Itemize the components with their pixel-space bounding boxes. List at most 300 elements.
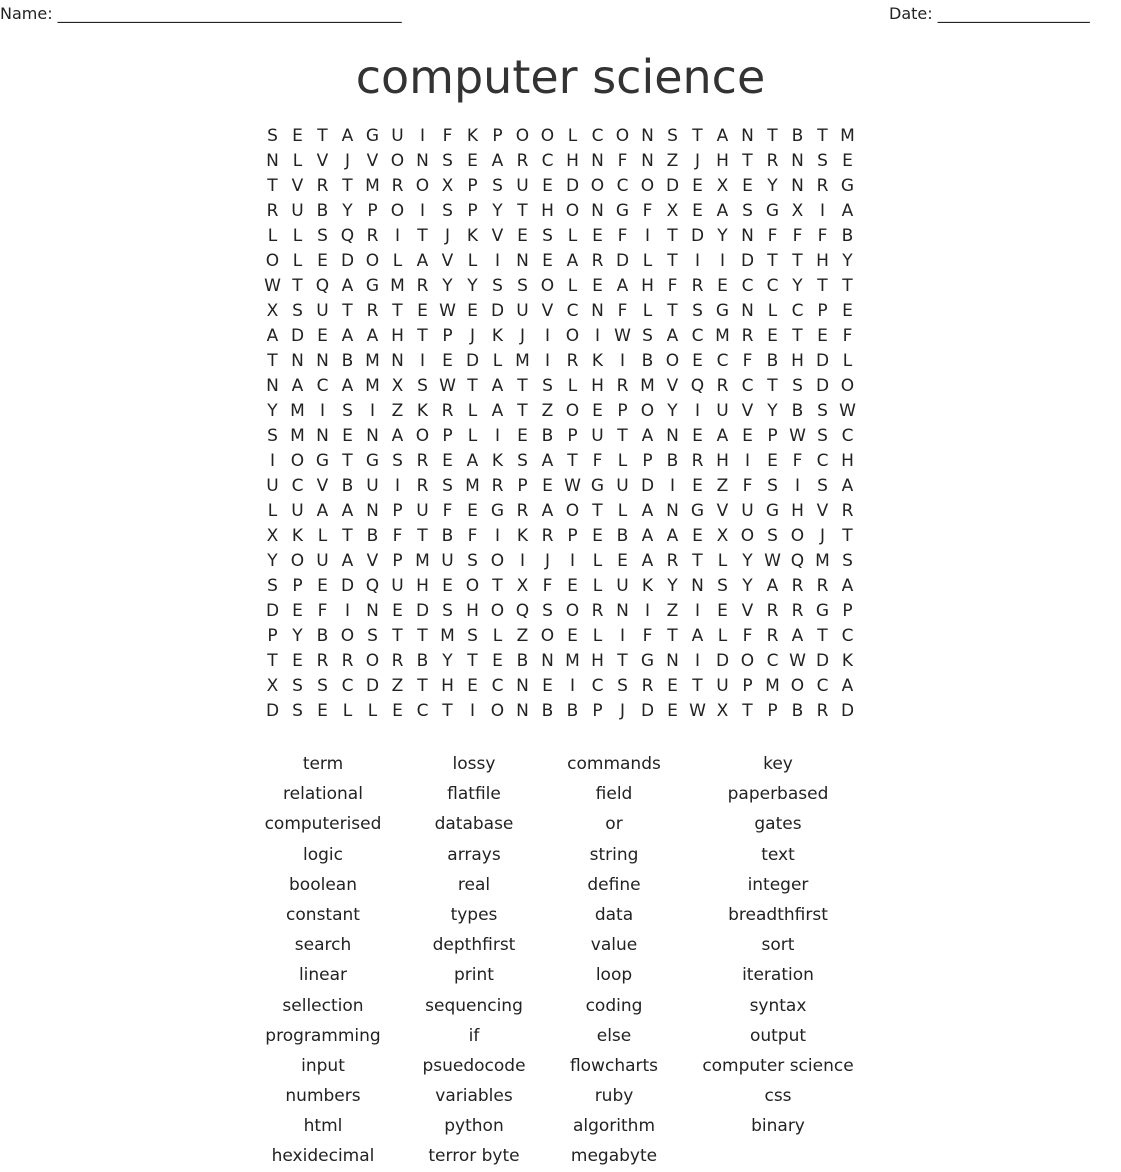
grid-letter[interactable]: D <box>565 176 580 196</box>
grid-letter[interactable]: N <box>516 251 529 271</box>
grid-letter[interactable]: N <box>741 301 754 321</box>
grid-letter[interactable]: A <box>491 151 504 171</box>
grid-letter[interactable]: T <box>342 451 353 471</box>
grid-letter[interactable]: Z <box>666 601 679 621</box>
grid-letter[interactable]: G <box>765 501 780 521</box>
grid-letter[interactable]: T <box>567 451 578 471</box>
grid-letter[interactable]: Y <box>667 576 678 596</box>
grid-letter[interactable]: R <box>691 451 704 471</box>
grid-letter[interactable]: L <box>567 376 578 396</box>
grid-letter[interactable]: E <box>317 576 328 596</box>
grid-letter[interactable]: R <box>391 176 404 196</box>
grid-letter[interactable]: I <box>619 351 625 371</box>
grid-letter[interactable]: R <box>416 276 429 296</box>
grid-letter[interactable]: R <box>741 326 754 346</box>
grid-letter[interactable]: H <box>791 501 804 521</box>
grid-letter[interactable]: E <box>767 451 778 471</box>
grid-letter[interactable]: Y <box>292 626 303 646</box>
grid-letter[interactable]: E <box>317 251 328 271</box>
grid-letter[interactable]: A <box>641 551 654 571</box>
grid-letter[interactable]: K <box>641 576 654 596</box>
grid-letter[interactable]: H <box>816 251 829 271</box>
grid-letter[interactable]: J <box>519 326 525 346</box>
grid-letter[interactable]: A <box>266 326 279 346</box>
grid-letter[interactable]: O <box>565 401 580 421</box>
grid-letter[interactable]: I <box>744 451 750 471</box>
grid-letter[interactable]: O <box>790 676 805 696</box>
grid-letter[interactable]: L <box>492 351 503 371</box>
grid-letter[interactable]: O <box>615 126 630 146</box>
grid-letter[interactable]: P <box>617 401 628 421</box>
grid-letter[interactable]: T <box>492 576 503 596</box>
grid-letter[interactable]: A <box>466 451 479 471</box>
grid-letter[interactable]: V <box>666 376 679 396</box>
grid-letter[interactable]: E <box>592 401 603 421</box>
grid-letter[interactable]: S <box>442 201 453 221</box>
grid-letter[interactable]: H <box>641 276 654 296</box>
grid-letter[interactable]: Z <box>666 151 679 171</box>
grid-letter[interactable]: G <box>365 451 380 471</box>
grid-letter[interactable]: B <box>341 351 354 371</box>
grid-letter[interactable]: D <box>640 476 655 496</box>
grid-letter[interactable]: S <box>292 301 303 321</box>
grid-letter[interactable]: F <box>467 526 478 546</box>
grid-letter[interactable]: R <box>491 476 504 496</box>
grid-letter[interactable]: E <box>692 476 703 496</box>
grid-letter[interactable]: S <box>442 151 453 171</box>
grid-letter[interactable]: E <box>317 326 328 346</box>
grid-letter[interactable]: F <box>442 501 453 521</box>
grid-letter[interactable]: K <box>516 526 529 546</box>
grid-letter[interactable]: T <box>617 651 628 671</box>
grid-letter[interactable]: B <box>841 226 854 246</box>
grid-letter[interactable]: T <box>767 251 778 271</box>
grid-letter[interactable]: E <box>292 601 303 621</box>
grid-letter[interactable]: S <box>292 701 303 721</box>
grid-letter[interactable]: F <box>742 351 753 371</box>
grid-letter[interactable]: N <box>791 151 804 171</box>
grid-letter[interactable]: J <box>619 701 625 721</box>
grid-letter[interactable]: O <box>740 651 755 671</box>
grid-letter[interactable]: S <box>642 326 653 346</box>
grid-letter[interactable]: O <box>490 601 505 621</box>
grid-letter[interactable]: X <box>716 176 729 196</box>
grid-letter[interactable]: O <box>465 576 480 596</box>
grid-letter[interactable]: U <box>741 501 754 521</box>
grid-letter[interactable]: N <box>666 426 679 446</box>
grid-letter[interactable]: U <box>516 301 529 321</box>
grid-letter[interactable]: E <box>692 201 703 221</box>
grid-letter[interactable]: T <box>817 276 828 296</box>
grid-letter[interactable]: A <box>316 501 329 521</box>
grid-letter[interactable]: T <box>342 301 353 321</box>
grid-letter[interactable]: N <box>366 601 379 621</box>
grid-letter[interactable]: D <box>815 351 830 371</box>
grid-letter[interactable]: L <box>567 226 578 246</box>
grid-letter[interactable]: S <box>467 626 478 646</box>
grid-letter[interactable]: Y <box>742 576 753 596</box>
grid-letter[interactable]: S <box>342 401 353 421</box>
grid-letter[interactable]: N <box>641 126 654 146</box>
grid-letter[interactable]: V <box>741 601 754 621</box>
grid-letter[interactable]: W <box>439 376 456 396</box>
grid-letter[interactable]: V <box>366 551 379 571</box>
grid-letter[interactable]: T <box>792 326 803 346</box>
grid-letter[interactable]: D <box>365 676 380 696</box>
grid-letter[interactable]: Q <box>365 576 380 596</box>
grid-letter[interactable]: M <box>465 476 480 496</box>
grid-letter[interactable]: T <box>817 626 828 646</box>
grid-letter[interactable]: T <box>267 351 278 371</box>
grid-letter[interactable]: L <box>267 226 278 246</box>
grid-letter[interactable]: T <box>517 376 528 396</box>
grid-letter[interactable]: L <box>617 501 628 521</box>
grid-letter[interactable]: U <box>441 551 454 571</box>
grid-letter[interactable]: I <box>419 126 425 146</box>
grid-letter[interactable]: U <box>291 501 304 521</box>
grid-letter[interactable]: A <box>716 426 729 446</box>
grid-letter[interactable]: T <box>692 676 703 696</box>
grid-letter[interactable]: C <box>616 176 629 196</box>
grid-letter[interactable]: I <box>494 251 500 271</box>
grid-letter[interactable]: V <box>316 476 329 496</box>
grid-letter[interactable]: Z <box>391 676 404 696</box>
grid-letter[interactable]: X <box>716 526 729 546</box>
grid-letter[interactable]: P <box>767 701 778 721</box>
grid-letter[interactable]: Y <box>767 176 778 196</box>
grid-letter[interactable]: E <box>292 651 303 671</box>
grid-letter[interactable]: I <box>669 476 675 496</box>
grid-letter[interactable]: Y <box>717 226 728 246</box>
grid-letter[interactable]: E <box>442 576 453 596</box>
grid-letter[interactable]: S <box>267 426 278 446</box>
grid-letter[interactable]: N <box>291 351 304 371</box>
grid-letter[interactable]: U <box>391 576 404 596</box>
grid-letter[interactable]: T <box>842 526 853 546</box>
grid-letter[interactable]: N <box>316 351 329 371</box>
grid-letter[interactable]: U <box>391 126 404 146</box>
grid-letter[interactable]: D <box>265 701 280 721</box>
grid-letter[interactable]: A <box>391 426 404 446</box>
grid-letter[interactable]: O <box>490 551 505 571</box>
grid-letter[interactable]: H <box>416 576 429 596</box>
grid-letter[interactable]: O <box>565 501 580 521</box>
grid-letter[interactable]: L <box>292 151 303 171</box>
grid-letter[interactable]: S <box>442 601 453 621</box>
grid-letter[interactable]: S <box>492 176 503 196</box>
grid-letter[interactable]: J <box>444 226 450 246</box>
grid-letter[interactable]: E <box>342 426 353 446</box>
grid-letter[interactable]: R <box>366 301 379 321</box>
grid-letter[interactable]: F <box>667 276 678 296</box>
grid-letter[interactable]: F <box>617 226 628 246</box>
grid-letter[interactable]: E <box>592 526 603 546</box>
grid-letter[interactable]: Y <box>667 401 678 421</box>
date-field[interactable]: Date: ___________________ <box>889 4 1090 23</box>
grid-letter[interactable]: Y <box>467 276 478 296</box>
grid-letter[interactable]: M <box>290 401 305 421</box>
grid-letter[interactable]: C <box>841 426 854 446</box>
grid-letter[interactable]: S <box>692 301 703 321</box>
grid-letter[interactable]: E <box>542 176 553 196</box>
grid-letter[interactable]: R <box>416 451 429 471</box>
grid-letter[interactable]: F <box>842 326 853 346</box>
grid-letter[interactable]: O <box>515 126 530 146</box>
grid-letter[interactable]: N <box>516 701 529 721</box>
grid-letter[interactable]: S <box>717 576 728 596</box>
grid-letter[interactable]: L <box>567 276 578 296</box>
grid-letter[interactable]: E <box>592 226 603 246</box>
grid-letter[interactable]: S <box>542 226 553 246</box>
grid-letter[interactable]: A <box>766 576 779 596</box>
grid-letter[interactable]: A <box>666 526 679 546</box>
grid-letter[interactable]: F <box>742 476 753 496</box>
grid-letter[interactable]: H <box>591 376 604 396</box>
grid-letter[interactable]: A <box>566 251 579 271</box>
grid-letter[interactable]: E <box>517 426 528 446</box>
grid-letter[interactable]: T <box>817 126 828 146</box>
grid-letter[interactable]: I <box>344 601 350 621</box>
grid-letter[interactable]: O <box>290 551 305 571</box>
grid-letter[interactable]: I <box>819 201 825 221</box>
grid-letter[interactable]: S <box>392 451 403 471</box>
grid-letter[interactable]: I <box>544 351 550 371</box>
grid-letter[interactable]: L <box>617 451 628 471</box>
grid-letter[interactable]: P <box>467 176 478 196</box>
grid-letter[interactable]: H <box>391 326 404 346</box>
grid-letter[interactable]: I <box>644 601 650 621</box>
grid-letter[interactable]: W <box>264 276 281 296</box>
grid-letter[interactable]: M <box>765 676 780 696</box>
grid-letter[interactable]: S <box>817 426 828 446</box>
grid-letter[interactable]: E <box>692 176 703 196</box>
grid-letter[interactable]: V <box>366 151 379 171</box>
grid-letter[interactable]: D <box>740 251 755 271</box>
grid-letter[interactable]: D <box>340 251 355 271</box>
grid-letter[interactable]: D <box>465 351 480 371</box>
grid-letter[interactable]: A <box>541 501 554 521</box>
grid-letter[interactable]: U <box>316 301 329 321</box>
grid-letter[interactable]: L <box>467 401 478 421</box>
grid-letter[interactable]: C <box>541 151 554 171</box>
grid-letter[interactable]: E <box>767 326 778 346</box>
grid-letter[interactable]: I <box>494 426 500 446</box>
grid-letter[interactable]: N <box>591 201 604 221</box>
grid-letter[interactable]: A <box>341 376 354 396</box>
grid-letter[interactable]: K <box>591 351 604 371</box>
grid-letter[interactable]: P <box>392 501 403 521</box>
grid-letter[interactable]: F <box>642 626 653 646</box>
grid-letter[interactable]: C <box>791 301 804 321</box>
grid-letter[interactable]: N <box>266 151 279 171</box>
grid-letter[interactable]: E <box>742 426 753 446</box>
grid-letter[interactable]: D <box>815 651 830 671</box>
grid-letter[interactable]: T <box>267 651 278 671</box>
grid-letter[interactable]: I <box>794 476 800 496</box>
grid-letter[interactable]: R <box>391 651 404 671</box>
grid-letter[interactable]: I <box>594 326 600 346</box>
grid-letter[interactable]: E <box>667 676 678 696</box>
grid-letter[interactable]: K <box>491 451 504 471</box>
grid-letter[interactable]: O <box>365 651 380 671</box>
grid-letter[interactable]: P <box>467 201 478 221</box>
grid-letter[interactable]: L <box>342 701 353 721</box>
grid-letter[interactable]: V <box>741 401 754 421</box>
grid-letter[interactable]: T <box>517 401 528 421</box>
grid-letter[interactable]: A <box>341 551 354 571</box>
grid-letter[interactable]: I <box>694 251 700 271</box>
grid-letter[interactable]: T <box>792 251 803 271</box>
grid-letter[interactable]: E <box>817 326 828 346</box>
grid-letter[interactable]: F <box>742 626 753 646</box>
grid-letter[interactable]: C <box>291 476 304 496</box>
grid-letter[interactable]: L <box>717 551 728 571</box>
grid-letter[interactable]: P <box>442 326 453 346</box>
grid-letter[interactable]: S <box>292 676 303 696</box>
grid-letter[interactable]: F <box>592 451 603 471</box>
grid-letter[interactable]: M <box>415 551 430 571</box>
grid-letter[interactable]: S <box>767 526 778 546</box>
grid-letter[interactable]: N <box>366 501 379 521</box>
grid-letter[interactable]: T <box>742 151 753 171</box>
grid-letter[interactable]: R <box>791 601 804 621</box>
grid-letter[interactable]: S <box>542 376 553 396</box>
grid-letter[interactable]: Z <box>716 476 729 496</box>
grid-letter[interactable]: S <box>842 551 853 571</box>
grid-letter[interactable]: S <box>267 576 278 596</box>
grid-letter[interactable]: R <box>591 601 604 621</box>
grid-letter[interactable]: I <box>419 201 425 221</box>
grid-letter[interactable]: V <box>291 176 304 196</box>
grid-letter[interactable]: U <box>716 401 729 421</box>
grid-letter[interactable]: T <box>417 526 428 546</box>
grid-letter[interactable]: K <box>491 326 504 346</box>
grid-letter[interactable]: T <box>667 226 678 246</box>
grid-letter[interactable]: U <box>291 201 304 221</box>
grid-letter[interactable]: B <box>616 526 629 546</box>
grid-letter[interactable]: K <box>291 526 304 546</box>
grid-letter[interactable]: L <box>592 576 603 596</box>
grid-letter[interactable]: V <box>816 501 829 521</box>
grid-letter[interactable]: E <box>542 676 553 696</box>
grid-letter[interactable]: T <box>617 426 628 446</box>
grid-letter[interactable]: O <box>390 201 405 221</box>
grid-letter[interactable]: W <box>839 401 856 421</box>
grid-letter[interactable]: O <box>290 451 305 471</box>
grid-letter[interactable]: A <box>641 526 654 546</box>
grid-letter[interactable]: C <box>416 701 429 721</box>
grid-letter[interactable]: P <box>517 476 528 496</box>
grid-letter[interactable]: G <box>690 501 705 521</box>
grid-letter[interactable]: O <box>365 251 380 271</box>
grid-letter[interactable]: N <box>391 351 404 371</box>
grid-letter[interactable]: T <box>342 176 353 196</box>
grid-letter[interactable]: E <box>842 151 853 171</box>
grid-letter[interactable]: J <box>694 151 700 171</box>
grid-letter[interactable]: R <box>766 626 779 646</box>
grid-letter[interactable]: T <box>692 551 703 571</box>
grid-letter[interactable]: S <box>492 276 503 296</box>
grid-letter[interactable]: E <box>417 301 428 321</box>
grid-letter[interactable]: P <box>767 426 778 446</box>
grid-letter[interactable]: O <box>415 426 430 446</box>
grid-letter[interactable]: T <box>667 251 678 271</box>
grid-letter[interactable]: R <box>691 276 704 296</box>
grid-letter[interactable]: X <box>391 376 404 396</box>
grid-letter[interactable]: S <box>517 451 528 471</box>
grid-letter[interactable]: Q <box>790 551 805 571</box>
grid-letter[interactable]: I <box>369 401 375 421</box>
grid-letter[interactable]: T <box>517 201 528 221</box>
grid-letter[interactable]: G <box>365 276 380 296</box>
grid-letter[interactable]: S <box>517 276 528 296</box>
grid-letter[interactable]: T <box>417 326 428 346</box>
grid-letter[interactable]: E <box>667 701 678 721</box>
grid-letter[interactable]: H <box>591 651 604 671</box>
grid-letter[interactable]: D <box>490 301 505 321</box>
grid-letter[interactable]: K <box>466 226 479 246</box>
grid-letter[interactable]: G <box>590 476 605 496</box>
grid-letter[interactable]: Y <box>842 251 853 271</box>
grid-letter[interactable]: L <box>717 626 728 646</box>
grid-letter[interactable]: T <box>417 676 428 696</box>
grid-letter[interactable]: L <box>292 226 303 246</box>
grid-letter[interactable]: E <box>467 151 478 171</box>
grid-letter[interactable]: A <box>716 201 729 221</box>
grid-letter[interactable]: H <box>841 451 854 471</box>
grid-letter[interactable]: U <box>316 551 329 571</box>
grid-letter[interactable]: V <box>541 301 554 321</box>
grid-letter[interactable]: A <box>341 326 354 346</box>
grid-letter[interactable]: X <box>266 526 279 546</box>
grid-letter[interactable]: B <box>366 526 379 546</box>
grid-letter[interactable]: S <box>617 676 628 696</box>
grid-letter[interactable]: X <box>791 201 804 221</box>
grid-letter[interactable]: M <box>365 351 380 371</box>
grid-letter[interactable]: B <box>416 651 429 671</box>
grid-letter[interactable]: E <box>742 176 753 196</box>
grid-letter[interactable]: D <box>265 601 280 621</box>
grid-letter[interactable]: R <box>516 151 529 171</box>
grid-letter[interactable]: O <box>740 526 755 546</box>
grid-letter[interactable]: H <box>541 201 554 221</box>
grid-letter[interactable]: C <box>741 376 754 396</box>
grid-letter[interactable]: E <box>592 276 603 296</box>
grid-letter[interactable]: O <box>640 176 655 196</box>
grid-letter[interactable]: Z <box>541 401 554 421</box>
grid-letter[interactable]: T <box>342 526 353 546</box>
grid-letter[interactable]: X <box>666 201 679 221</box>
grid-letter[interactable]: J <box>469 326 475 346</box>
grid-letter[interactable]: F <box>767 226 778 246</box>
grid-letter[interactable]: D <box>340 576 355 596</box>
grid-letter[interactable]: N <box>741 126 754 146</box>
grid-letter[interactable]: T <box>417 626 428 646</box>
grid-letter[interactable]: D <box>615 251 630 271</box>
grid-letter[interactable]: I <box>644 226 650 246</box>
grid-letter[interactable]: N <box>591 151 604 171</box>
grid-letter[interactable]: A <box>641 501 654 521</box>
grid-letter[interactable]: E <box>717 601 728 621</box>
grid-letter[interactable]: E <box>442 451 453 471</box>
grid-letter[interactable]: F <box>542 576 553 596</box>
grid-letter[interactable]: A <box>541 451 554 471</box>
grid-letter[interactable]: N <box>516 676 529 696</box>
grid-letter[interactable]: A <box>341 276 354 296</box>
grid-letter[interactable]: Y <box>767 401 778 421</box>
grid-letter[interactable]: D <box>640 701 655 721</box>
grid-letter[interactable]: T <box>767 376 778 396</box>
